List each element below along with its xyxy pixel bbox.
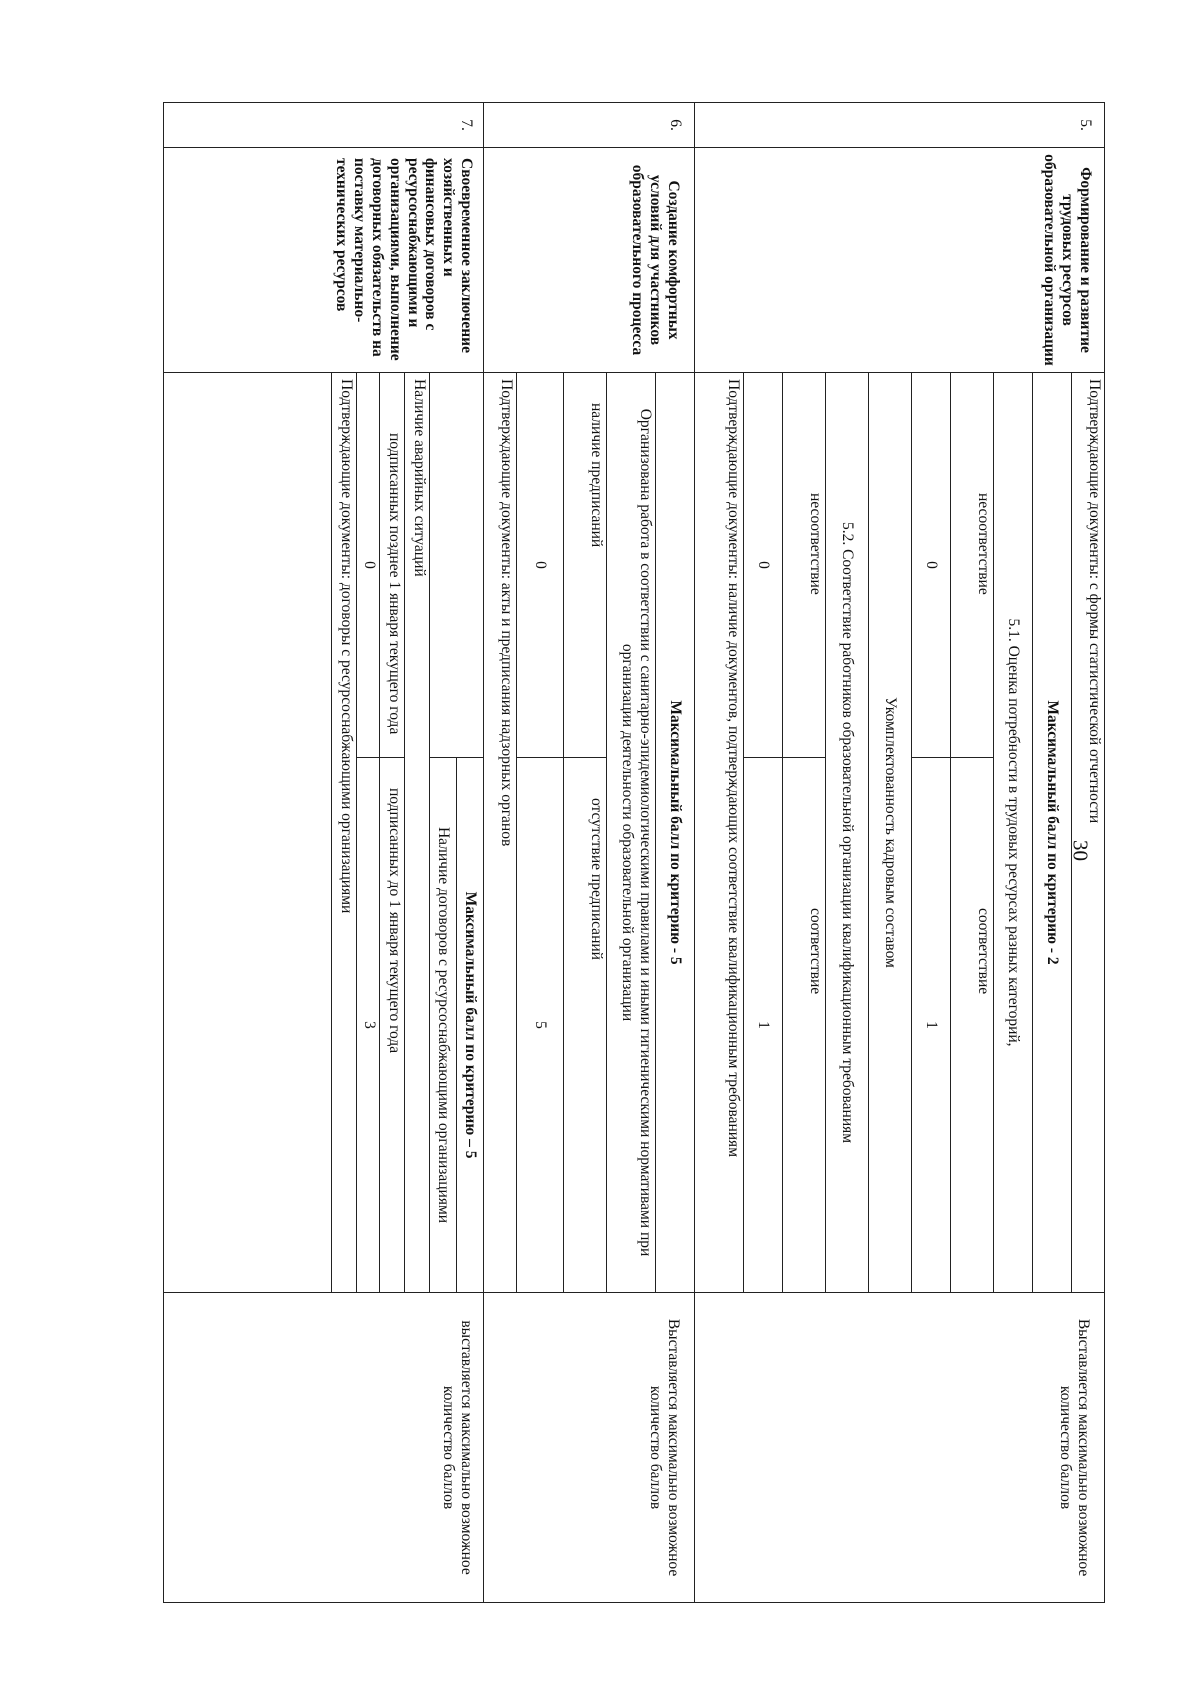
row-number: 7. [164, 103, 484, 148]
scoring-note: выставляется максимально возможное количество баллов [164, 1293, 484, 1603]
option-value: 5 [517, 758, 564, 1293]
row-number: 5. [695, 103, 1105, 148]
option-value: 1 [912, 758, 951, 1293]
option-label: отсутствие предписаний [564, 758, 607, 1293]
table-row [656, 103, 695, 1603]
max-score: Максимальный балл по критерию - 5 [656, 373, 695, 1293]
criterion-name: Создание комфортных условий для участников образовательного процесса [484, 148, 695, 373]
option-label: соответствие [951, 758, 994, 1293]
rotated-table-frame [95, 102, 1105, 1602]
emergency-text: Наличие аварийных ситуаций [405, 373, 430, 1293]
criteria-table [163, 102, 1105, 1603]
max-score: Максимальный балл по критерию - 2 [1033, 373, 1072, 1293]
subcriterion-title: Наличие договоров с ресурсоснабжающими организациями [430, 758, 457, 1293]
option-value: 0 [744, 373, 783, 758]
subcriterion-title: 5.1. Оценка потребности в трудовых ресурсах разных категорий, [994, 373, 1033, 1293]
option-label: подписанных позднее 1 января текущего года [380, 373, 405, 758]
description-text: Организована работа в соответствии с санитарно-эпидемиологическими правилами и иными гигиеническими нормативами при организации деятельности образовательной организации [607, 373, 656, 1293]
scoring-note: Выставляется максимально возможное количество баллов [695, 1293, 1105, 1603]
subcriterion-title: Укомплектованность кадровым составом [869, 373, 912, 1293]
scoring-note: Выставляется максимально возможное количество баллов [484, 1293, 695, 1603]
documents-text: Подтверждающие документы: с формы статистической отчетности [1072, 373, 1105, 1293]
documents-text: Подтверждающие документы: договоры с ресурсоснабжающими организациями [332, 373, 357, 1293]
documents-text: Подтверждающие документы: акты и предписания надзорных органов [484, 373, 517, 1293]
option-value: 0 [357, 373, 380, 758]
option-label: несоответствие [951, 373, 994, 758]
criterion-name: Формирование и развитие трудовых ресурсов образовательной организации [695, 148, 1105, 373]
max-score: Максимальный балл по критерию – 5 [457, 758, 484, 1293]
option-label: подписанных до 1 января текущего года [380, 758, 405, 1293]
option-value: 0 [517, 373, 564, 758]
table-row [457, 103, 484, 1603]
option-value: 3 [357, 758, 380, 1293]
criterion-name: Своевременное заключение хозяйственных и финансовых договоров с ресурсоснабжающими и организациями, выполнение договорных обязательств на поставку материально-технических ресурсов [164, 148, 484, 373]
option-label: наличие предписаний [564, 373, 607, 758]
option-value: 0 [912, 373, 951, 758]
option-value: 1 [744, 758, 783, 1293]
table-row [1072, 103, 1105, 1603]
page-number: 30 [1068, 840, 1093, 861]
row-number: 6. [484, 103, 695, 148]
subcriterion-title: 5.2. Соответствие работников образовательной организации квалификационным требованиям [826, 373, 869, 1293]
option-label: несоответствие [783, 373, 826, 758]
option-label: соответствие [783, 758, 826, 1293]
documents-text: Подтверждающие документы: наличие документов, подтверждающих соответствие квалификационным требованиям [695, 373, 744, 1293]
